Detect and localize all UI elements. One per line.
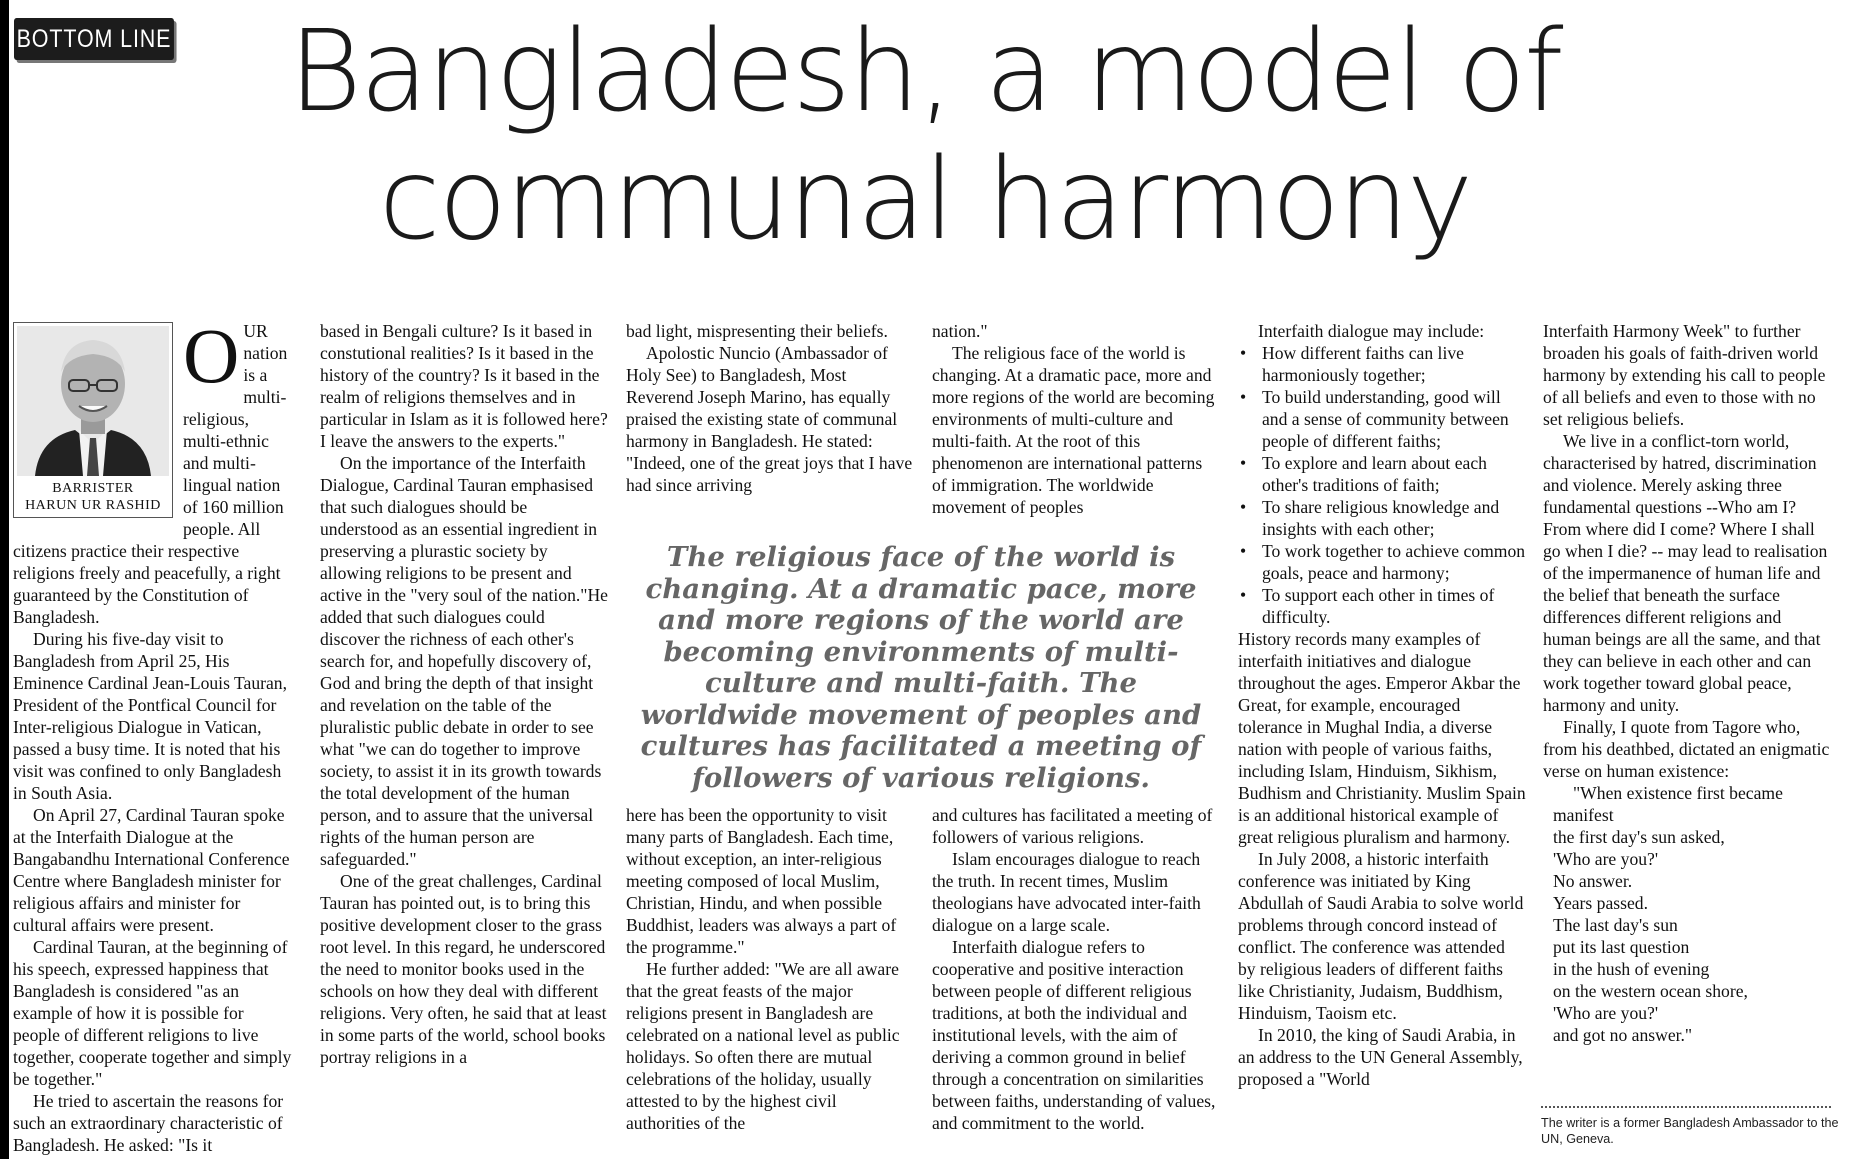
paragraph: On the importance of the Interfaith Dialogue, Cardinal Tauran emphasised that such dialogues should be understood as an essential ingredient in preserving a plurastic society by allowing religions to be present and active in the "very soul of the nation."He added that such dialogues could discover the richness of each other's search for, and hopefully discovery of, God and bring the depth of that insight and revelation on the table of the pluralistic public debate in order to see what "we can do together to improve society, to assist it in its growth towards the total development of the human person, and to assure that the universal rights of the human person are safeguarded." <box>320 453 608 869</box>
paragraph: based in Bengali culture? Is it based in constutional realities? Is it based in the history of the country? Is it based in the realm of religions themselves and in particular in Islam as it is followed here? I leave the answers to the experts." <box>320 321 608 451</box>
author-caption <box>17 480 169 514</box>
poem-line: on the western ocean shore, <box>1553 981 1748 1001</box>
column-2 <box>320 320 608 1068</box>
poem-line: No answer. <box>1553 871 1633 891</box>
headline-line-1: Bangladesh, a model of <box>288 7 1562 137</box>
column-6 <box>1543 320 1831 1046</box>
bullet-item: • To support each other in times of difficulty. <box>1238 584 1526 628</box>
poem-line: the first day's sun asked, <box>1553 827 1725 847</box>
pull-quote: The religious face of the world is changing. At a dramatic pace, more and more regions of the world are becoming environments of multi-culture and multi-faith. The worldwide movement of peoples and cultures has facilitated a meeting of followers of various religions. <box>640 541 1202 794</box>
column-3-bottom <box>626 804 914 1134</box>
poem-line: 'Who are you?' <box>1553 849 1659 869</box>
paragraph: Apolostic Nuncio (Ambassador of Holy See) to Bangladesh, Most Reverend Joseph Marino, has equally praised the existing state of communal harmony in Bangladesh. He stated: "Indeed, one of the great joys that I have had since arriving <box>626 343 913 495</box>
column-3-top <box>626 320 914 496</box>
column-5 <box>1238 320 1526 1090</box>
paragraph: History records many examples of interfaith initiatives and dialogue throughout the ages. Emperor Akbar the Great, for example, encouraged tolerance in Mughal India, a diverse nation with people of various faiths, including Islam, Hinduism, Sikhism, Budhism and Christianity. Muslim Spain is an additional historical example of great religious pluralism and harmony. <box>1238 629 1526 847</box>
paragraph: Interfaith dialogue refers to cooperative and positive interaction between people of different religious traditions, at both the individual and institutional levels, with the aim of deriving a common ground in belief through a concentration on similarities between faiths, understanding of values, and commitment to the world. <box>932 937 1216 1133</box>
bullet-item: • To build understanding, good will and a sense of community between people of different faiths; <box>1238 386 1526 452</box>
page-edge-bar <box>0 0 9 1159</box>
column-1 <box>13 312 293 1156</box>
author-title: BARRISTER <box>52 481 134 496</box>
paragraph: We live in a conflict-torn world, characterised by hatred, discrimination and violence. Merely asking three fundamental questions --Who am I? From where did I come? Where I shall go when I die? -- may lead to realisation of the impermanence of human life and the belief that beneath the surface differences different religions and human beings are all the same, and that they can believe in each other and can work together toward global peace, harmony and unity. <box>1543 431 1828 715</box>
paragraph: During his five-day visit to Bangladesh from April 25, His Eminence Cardinal Jean-Louis Tauran, President of the Pontfical Council for Inter-religious Dialogue in Vatican, passed a busy time. It is noted that his visit was confined to only Bangladesh in South Asia. <box>13 629 287 803</box>
bullet-item: • How different faiths can live harmoniously together; <box>1238 342 1526 386</box>
poem-line: 'Who are you?' <box>1553 1003 1659 1023</box>
author-footnote: The writer is a former Bangladesh Ambassador to the UN, Geneva. <box>1541 1116 1839 1146</box>
poem-line: in the hush of evening <box>1553 959 1710 979</box>
poem-line: Years passed. <box>1553 893 1648 913</box>
paragraph: Islam encourages dialogue to reach the truth. In recent times, Muslim theologians have advocated inter-faith dialogue on a large scale. <box>932 849 1201 935</box>
paragraph: Interfaith Harmony Week" to further broaden his goals of faith-driven world harmony by extending his call to people of all beliefs and even to those with no set religious beliefs. <box>1543 321 1826 429</box>
bullet-item: • To share religious knowledge and insights with each other; <box>1238 496 1526 540</box>
poem-line: "When existence first became manifest <box>1553 783 1783 825</box>
paragraph: On April 27, Cardinal Tauran spoke at the Interfaith Dialogue at the Bangabandhu International Conference Centre where Bangladesh minister for religious affairs and minister for cultural affairs were present. <box>13 805 290 935</box>
poem-line: The last day's sun <box>1553 915 1678 935</box>
paragraph: In July 2008, a historic interfaith conference was initiated by King Abdullah of Saudi Arabia to solve world problems through concord instead of conflict. The conference was attended by religious leaders of different faiths like Christianity, Judaism, Buddhism, Hinduism, Taoism etc. <box>1238 849 1524 1023</box>
list-intro: Interfaith dialogue may include: <box>1258 321 1485 341</box>
author-name: HARUN UR RASHID <box>25 498 161 513</box>
author-portrait-image <box>17 326 169 476</box>
column-4-top <box>932 320 1220 518</box>
poem-line: and got no answer." <box>1553 1025 1693 1045</box>
paragraph: He further added: "We are all aware that the great feasts of the major religions present in Bangladesh are celebrated on a national level as public holidays. So often there are mutual celebrations of the holiday, usually attested to by the highest civil authorities of the <box>626 959 900 1133</box>
drop-cap: O <box>183 312 240 399</box>
paragraph: nation." <box>932 321 988 341</box>
paragraph: The religious face of the world is changing. At a dramatic pace, more and more regions of the world are becoming environments of multi-culture and multi-faith. At the root of this phenomenon are international patterns of immigration. The worldwide movement of peoples <box>932 343 1215 517</box>
paragraph: Cardinal Tauran, at the beginning of his speech, expressed happiness that Bangladesh is considered "as an example of how it is possible for people of different religions to live together, cooperate together and simply be together." <box>13 937 292 1089</box>
author-photo <box>13 322 173 518</box>
poem-line: put its last question <box>1553 937 1690 957</box>
bullet-item: • To work together to achieve common goals, peace and harmony; <box>1238 540 1526 584</box>
tagore-poem <box>1543 782 1831 1046</box>
paragraph: One of the great challenges, Cardinal Tauran has pointed out, is to bring this positive development closer to the grass root level. In this regard, he underscored the need to monitor books used in the schools on how they deal with different religions. Very often, he said that at least in some parts of the world, school books portray religions in a <box>320 871 607 1067</box>
headline <box>250 8 1600 264</box>
paragraph: bad light, mispresenting their beliefs. <box>626 321 888 341</box>
section-tag: BOTTOM LINE <box>14 18 174 60</box>
footnote-divider <box>1541 1106 1831 1108</box>
paragraph: He tried to ascertain the reasons for such an extraordinary characteristic of Bangladesh. He asked: "Is it <box>13 1091 284 1155</box>
paragraph: In 2010, the king of Saudi Arabia, in an address to the UN General Assembly, proposed a "World <box>1238 1025 1523 1089</box>
paragraph: and cultures has facilitated a meeting of followers of various religions. <box>932 805 1213 847</box>
paragraph: UR nation is a multi-religious, multi-ethnic and multi-lingual nation of 160 million people. All citizens practice their respective religions freely and peacefully, a right guaranteed by the Constitution of Bangladesh. <box>13 321 288 627</box>
bullet-item: • To explore and learn about each other's traditions of faith; <box>1238 452 1526 496</box>
headline-line-2: communal harmony <box>378 135 1472 265</box>
paragraph: Finally, I quote from Tagore who, from his deathbed, dictated an enigmatic verse on human existence: <box>1543 717 1830 781</box>
paragraph: here has been the opportunity to visit many parts of Bangladesh. Each time, without exception, an inter-religious meeting composed of local Muslim, Christian, Hindu, and when possible Buddhist, leaders was always a part of the programme." <box>626 805 897 957</box>
column-4-bottom <box>932 804 1220 1134</box>
